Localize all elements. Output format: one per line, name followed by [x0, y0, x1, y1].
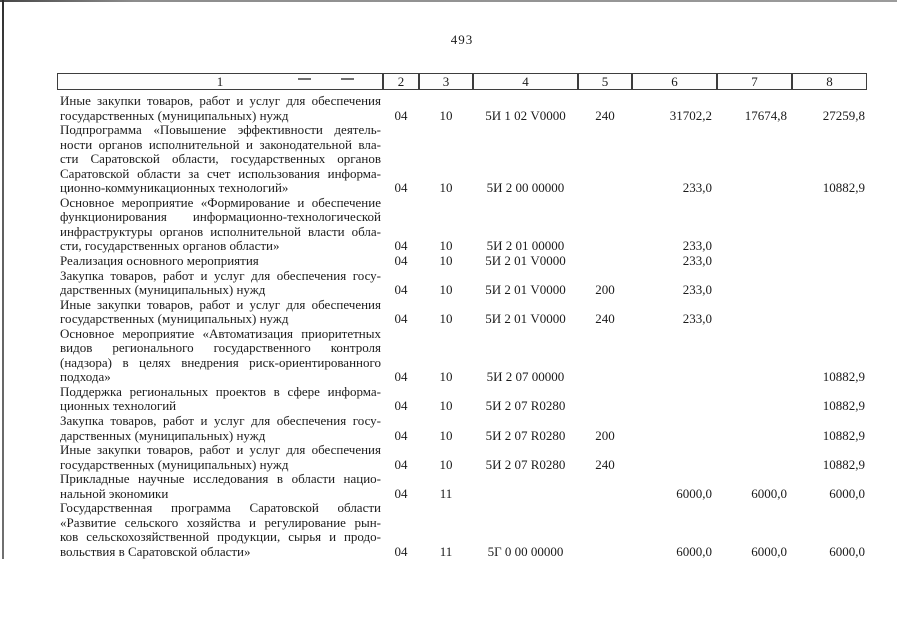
cell-sum-year1: 31702,2	[669, 107, 712, 123]
name-line: нальной экономики	[60, 485, 169, 501]
cell-sum-year2	[717, 298, 792, 327]
cell-celevaya-statya	[473, 472, 578, 501]
name-line: Иные закупки товаров, работ и услуг для обеспечения	[60, 296, 381, 312]
cell-podrazdel: 10	[439, 311, 453, 327]
cell-celevaya-statya: 5И 2 07 00000	[486, 369, 565, 385]
cell-name	[57, 501, 383, 559]
scan-artifact-dash	[341, 78, 354, 80]
table-row	[57, 414, 867, 443]
name-line: видов регионального государственного контроля	[60, 340, 381, 356]
cell-sum-year1: 6000,0	[676, 485, 712, 501]
table-row	[57, 472, 867, 501]
name-line: ционных технологий	[60, 398, 177, 414]
cell-name	[57, 196, 383, 254]
cell-podrazdel: 11	[439, 543, 453, 559]
cell-name	[57, 385, 383, 414]
cell-sum-year1	[632, 414, 717, 443]
cell-podrazdel: 10	[439, 253, 453, 269]
cell-podrazdel: 10	[439, 180, 453, 196]
cell-name	[57, 123, 383, 196]
table-body	[57, 90, 867, 560]
column-header-6: 6	[632, 73, 717, 90]
cell-celevaya-statya: 5И 2 01 00000	[486, 238, 565, 254]
cell-celevaya-statya: 5Г 0 00 00000	[487, 543, 564, 559]
cell-sum-year2	[717, 254, 792, 269]
cell-sum-year3	[792, 269, 867, 298]
name-line: инфраструктуры органов исполнительной власти обла-	[60, 223, 381, 239]
name-line: ционно-коммуникационных технологий»	[60, 180, 289, 196]
name-line: подхода»	[60, 369, 111, 385]
cell-vid-raskhodov: 240	[595, 107, 615, 123]
cell-podrazdel: 11	[439, 485, 453, 501]
cell-vid-raskhodov: 200	[595, 282, 615, 298]
table-row	[57, 385, 867, 414]
table-header-row	[57, 73, 867, 90]
cell-vid-raskhodov: 240	[595, 456, 615, 472]
cell-name	[57, 443, 383, 472]
column-header-3: 3	[419, 73, 473, 90]
cell-podrazdel: 10	[439, 456, 453, 472]
column-header-2: 2	[383, 73, 419, 90]
name-line: Иные закупки товаров, работ и услуг для обеспечения	[60, 93, 381, 108]
name-line: Закупка товаров, работ и услуг для обеспечения госу-	[60, 413, 381, 429]
cell-name	[57, 254, 383, 269]
name-line: функционирования информационно-технологической	[60, 209, 381, 225]
name-line: Реализация основного мероприятия	[60, 253, 259, 269]
cell-sum-year2	[717, 123, 792, 196]
table-row	[57, 327, 867, 385]
name-line: сти Саратовской области, государственных органов	[60, 151, 381, 167]
name-line: государственных (муниципальных) нужд	[60, 456, 289, 472]
name-line: (надзора) в целях внедрения риск-ориентированного	[60, 354, 381, 370]
table-row	[57, 196, 867, 254]
cell-name	[57, 414, 383, 443]
name-line: государственных (муниципальных) нужд	[60, 107, 289, 123]
cell-sum-year3: 6000,0	[829, 543, 865, 559]
cell-sum-year3: 10882,9	[822, 369, 865, 385]
cell-sum-year3: 10882,9	[822, 427, 865, 443]
cell-sum-year3	[792, 196, 867, 254]
cell-razdel: 04	[394, 282, 408, 298]
table-row	[57, 94, 867, 123]
cell-vid-raskhodov: 200	[595, 427, 615, 443]
cell-celevaya-statya: 5И 2 07 R0280	[485, 398, 566, 414]
cell-razdel: 04	[394, 253, 408, 269]
cell-sum-year1	[632, 443, 717, 472]
cell-razdel: 04	[394, 456, 408, 472]
cell-name	[57, 298, 383, 327]
cell-razdel: 04	[394, 238, 408, 254]
cell-sum-year1	[632, 327, 717, 385]
cell-sum-year3: 10882,9	[822, 398, 865, 414]
cell-name	[57, 269, 383, 298]
table-row	[57, 443, 867, 472]
cell-podrazdel: 10	[439, 107, 453, 123]
name-line: вольствия в Саратовской области»	[60, 543, 251, 559]
name-line: дарственных (муниципальных) нужд	[60, 427, 266, 443]
cell-vid-raskhodov: 240	[595, 311, 615, 327]
cell-sum-year2: 17674,8	[744, 107, 787, 123]
cell-celevaya-statya: 5И 2 00 00000	[486, 180, 565, 196]
cell-sum-year2	[717, 385, 792, 414]
cell-sum-year3: 10882,9	[822, 456, 865, 472]
name-line: Прикладные научные исследования в области нацио-	[60, 471, 381, 487]
cell-razdel: 04	[394, 398, 408, 414]
name-line: ности органов исполнительной и законодательной вла-	[60, 136, 381, 152]
name-line: Иные закупки товаров, работ и услуг для обеспечения	[60, 442, 381, 458]
cell-celevaya-statya: 5И 2 01 V0000	[485, 253, 566, 269]
cell-sum-year2	[717, 443, 792, 472]
column-header-7: 7	[717, 73, 792, 90]
column-header-4: 4	[473, 73, 578, 90]
cell-sum-year1: 6000,0	[676, 543, 712, 559]
cell-podrazdel: 10	[439, 398, 453, 414]
cell-sum-year3: 27259,8	[822, 107, 865, 123]
cell-razdel: 04	[394, 427, 408, 443]
name-line: дарственных (муниципальных) нужд	[60, 282, 266, 298]
cell-sum-year3: 10882,9	[822, 180, 865, 196]
cell-vid-raskhodov	[578, 254, 632, 269]
cell-razdel: 04	[394, 180, 408, 196]
cell-sum-year3	[792, 254, 867, 269]
cell-sum-year2: 6000,0	[751, 543, 787, 559]
cell-sum-year2	[717, 414, 792, 443]
cell-vid-raskhodov	[578, 196, 632, 254]
name-line: Саратовской области за счет использования информа-	[60, 165, 381, 181]
cell-sum-year2	[717, 327, 792, 385]
cell-vid-raskhodov	[578, 327, 632, 385]
cell-sum-year2	[717, 196, 792, 254]
page-number: 493	[450, 32, 474, 47]
cell-razdel: 04	[394, 369, 408, 385]
name-line: государственных (муниципальных) нужд	[60, 311, 289, 327]
cell-celevaya-statya: 5И 2 01 V0000	[485, 311, 566, 327]
name-line: Закупка товаров, работ и услуг для обеспечения госу-	[60, 267, 381, 283]
table-row	[57, 123, 867, 196]
cell-celevaya-statya: 5И 2 07 R0280	[485, 456, 566, 472]
table-row	[57, 254, 867, 269]
scan-edge-left	[2, 0, 4, 559]
budget-table	[57, 73, 867, 560]
cell-sum-year2: 6000,0	[751, 485, 787, 501]
cell-celevaya-statya: 5И 2 01 V0000	[485, 282, 566, 298]
column-header-5: 5	[578, 73, 632, 90]
table-row	[57, 298, 867, 327]
column-header-1	[57, 73, 383, 90]
cell-celevaya-statya: 5И 2 07 R0280	[485, 427, 566, 443]
cell-sum-year1	[632, 385, 717, 414]
cell-name	[57, 472, 383, 501]
cell-razdel: 04	[394, 485, 408, 501]
cell-celevaya-statya: 5И 1 02 V0000	[485, 107, 566, 123]
cell-sum-year2	[717, 269, 792, 298]
cell-razdel: 04	[394, 107, 408, 123]
column-header-label: 1	[216, 73, 224, 89]
cell-vid-raskhodov	[578, 472, 632, 501]
column-header-8: 8	[792, 73, 867, 90]
cell-sum-year1: 233,0	[682, 238, 712, 254]
scan-edge-top	[0, 0, 897, 2]
table-row	[57, 269, 867, 298]
cell-sum-year1: 233,0	[682, 253, 712, 269]
cell-podrazdel: 10	[439, 282, 453, 298]
scan-artifact-dash	[298, 78, 311, 80]
name-line: Поддержка региональных проектов в сфере информа-	[60, 383, 381, 399]
cell-name	[57, 327, 383, 385]
name-line: Государственная программа Саратовской области	[60, 500, 381, 516]
cell-vid-raskhodov	[578, 123, 632, 196]
cell-name	[57, 94, 383, 123]
cell-razdel: 04	[394, 311, 408, 327]
cell-sum-year1: 233,0	[682, 282, 712, 298]
name-line: сти, государственных органов области»	[60, 238, 280, 254]
cell-sum-year1: 233,0	[682, 180, 712, 196]
cell-sum-year3: 6000,0	[829, 485, 865, 501]
name-line: Основное мероприятие «Формирование и обеспечение	[60, 194, 381, 210]
cell-podrazdel: 10	[439, 369, 453, 385]
cell-sum-year1: 233,0	[682, 311, 712, 327]
name-line: ков сельскохозяйственной продукции, сырья и продо-	[60, 529, 381, 545]
cell-razdel: 04	[394, 543, 408, 559]
name-line: «Развитие сельского хозяйства и регулирование рын-	[60, 514, 381, 530]
cell-podrazdel: 10	[439, 238, 453, 254]
cell-podrazdel: 10	[439, 427, 453, 443]
cell-sum-year3	[792, 298, 867, 327]
name-line: Подпрограмма «Повышение эффективности деятель-	[60, 122, 381, 138]
cell-vid-raskhodov	[578, 501, 632, 559]
table-row	[57, 501, 867, 559]
cell-vid-raskhodov	[578, 385, 632, 414]
name-line: Основное мероприятие «Автоматизация приоритетных	[60, 325, 381, 341]
